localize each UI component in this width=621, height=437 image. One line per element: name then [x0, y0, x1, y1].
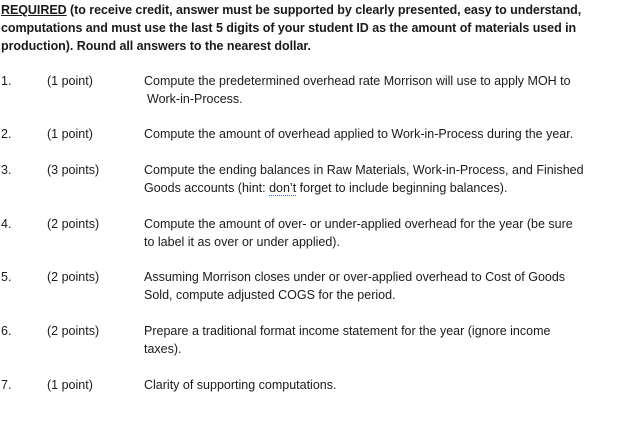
item-points: (2 points) — [47, 324, 100, 338]
item-text — [144, 215, 618, 251]
item-text-line1: Prepare a traditional format income statement for the year (ignore income — [144, 324, 551, 338]
item-text — [144, 125, 618, 143]
instructions-text: (to receive credit, answer must be supported by clearly presented, easy to understand, computations and must use the last 5 digits of your student ID as the amount of materials used in production). Round all answers to the nearest dollar. — [1, 3, 582, 53]
item-text — [144, 161, 618, 197]
item-text-line2 — [144, 179, 618, 197]
item-text-line2-start: Goods accounts (hint: — [144, 181, 270, 195]
item-text-line1: Assuming Morrison closes under or over-applied overhead to Cost of Goods — [144, 270, 566, 284]
item-number: 7. — [1, 378, 12, 392]
item-number: 4. — [1, 217, 12, 231]
item-text-line1: Compute the amount of over- or under-applied overhead for the year (be sure — [144, 217, 573, 231]
item-points: (3 points) — [47, 163, 100, 177]
item-text-line2: taxes). — [144, 342, 182, 356]
item-text-line1: Compute the ending balances in Raw Materials, Work-in-Process, and Finished — [144, 163, 584, 177]
item-text — [144, 72, 618, 108]
item-number: 6. — [1, 324, 12, 338]
item-points: (1 point) — [47, 378, 93, 392]
item-points: (1 point) — [47, 127, 93, 141]
item-text — [144, 268, 618, 304]
spellcheck-flagged-word[interactable]: don’t — [269, 181, 297, 195]
item-points: (2 points) — [47, 270, 100, 284]
item-text-line1: Clarity of supporting computations. — [144, 378, 337, 392]
item-text-line2: Work-in-Process. — [147, 92, 243, 106]
required-label: REQUIRED — [1, 3, 67, 17]
item-text-line1: Compute the predetermined overhead rate Morrison will use to apply MOH to — [144, 74, 571, 88]
item-text-line2: to label it as over or under applied). — [144, 235, 340, 249]
item-number: 5. — [1, 270, 12, 284]
item-text-line2: Sold, compute adjusted COGS for the period. — [144, 288, 396, 302]
item-points: (1 point) — [47, 74, 93, 88]
item-points: (2 points) — [47, 217, 100, 231]
item-number: 3. — [1, 163, 12, 177]
item-text — [144, 376, 618, 394]
item-text — [144, 322, 618, 358]
item-number: 2. — [1, 127, 12, 141]
instructions-header — [1, 1, 613, 55]
item-text-line1: Compute the amount of overhead applied to Work-in-Process during the year. — [144, 127, 574, 141]
item-text-line2-end: forget to include beginning balances). — [296, 181, 508, 195]
item-number: 1. — [1, 74, 12, 88]
